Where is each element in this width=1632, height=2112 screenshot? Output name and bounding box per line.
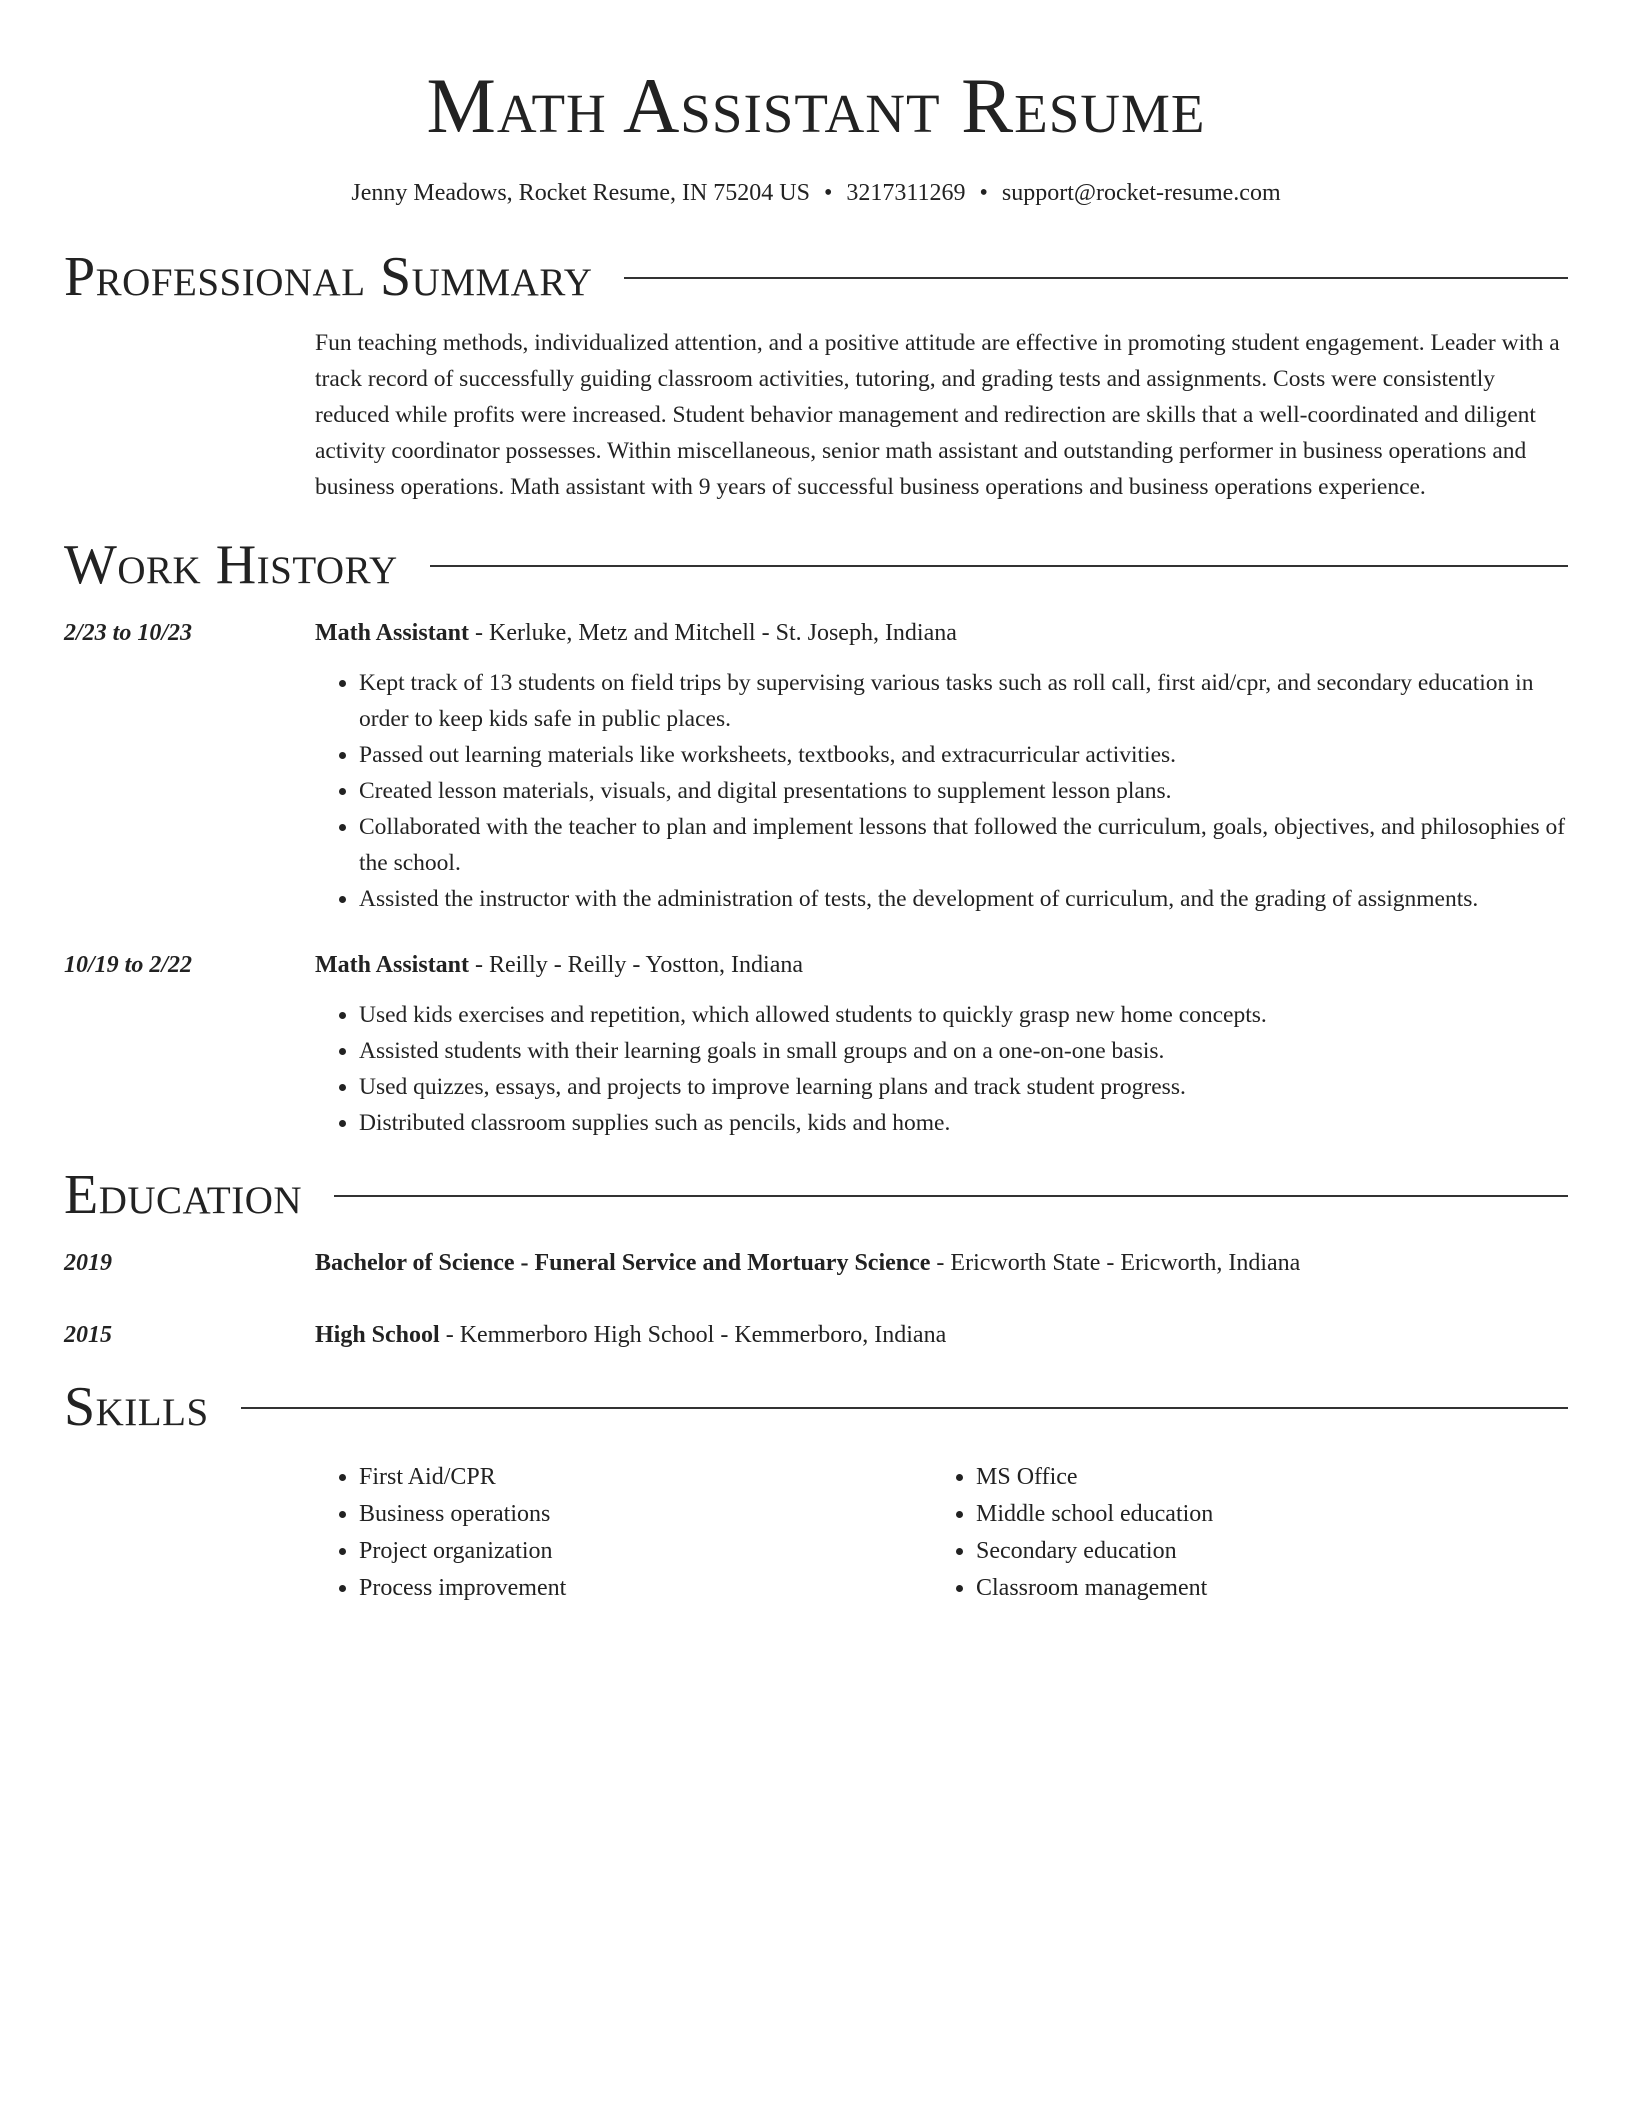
job-title: Math Assistant [315, 952, 470, 978]
job-bullet: • Passed out learning materials like worksheets, textbooks, and extracurricular activities. [359, 737, 1568, 773]
job-header [315, 947, 1568, 983]
skills-section-header [64, 1375, 1568, 1439]
section-divider [430, 565, 1568, 567]
job-bullet: • Distributed classroom supplies such as pencils, kids and home. [359, 1105, 1568, 1141]
education-year: 2015 [64, 1322, 112, 1348]
job-bullets [315, 665, 1568, 917]
education-entry [64, 1317, 1568, 1353]
contact-separator: • [824, 180, 833, 206]
job-bullet: • Used quizzes, essays, and projects to improve learning plans and track student progress. [359, 1069, 1568, 1105]
summary-heading: Professional Summary [64, 246, 593, 308]
skills-column-right [932, 1459, 1549, 1607]
job-entry [64, 947, 1568, 1141]
job-bullet: • Collaborated with the teacher to plan and implement lessons that followed the curriculum, goals, objectives, and philosophies of the school. [359, 809, 1568, 881]
skill-item: • Classroom management [976, 1570, 1549, 1607]
job-title: Math Assistant [315, 620, 470, 646]
contact-address: Jenny Meadows, Rocket Resume, IN 75204 US [351, 180, 810, 206]
education-details: - Ericworth State - Ericworth, Indiana [930, 1250, 1301, 1276]
job-bullets [315, 997, 1568, 1141]
education-degree: Bachelor of Science - Funeral Service and Mortuary Science [315, 1250, 931, 1276]
section-divider [334, 1195, 1568, 1197]
summary-section-header [64, 245, 1568, 309]
contact-phone: 3217311269 [846, 180, 966, 206]
skill-item: • Process improvement [359, 1570, 932, 1607]
job-details: - Kerluke, Metz and Mitchell - St. Joseph, Indiana [469, 620, 957, 646]
contact-separator: • [979, 180, 988, 206]
education-heading: Education [64, 1164, 303, 1226]
education-degree: High School [315, 1322, 440, 1348]
skills-list [315, 1459, 1568, 1607]
resume-page [64, 0, 1568, 1607]
section-divider [241, 1407, 1568, 1409]
job-bullet: • Assisted students with their learning goals in small groups and on a one-on-one basis. [359, 1033, 1568, 1069]
summary-text: Fun teaching methods, individualized attention, and a positive attitude are effective in promoting student engagement. Leader with a track record of successfully guiding classroom activities, tutoring, and grading tests and assignments. Costs were consistently reduced while profits were increased. Student behavior management and redirection are skills that a well-coordinated and diligent activity coordinator possesses. Within miscellaneous, senior math assistant and outstanding performer in business operations and business operations. Math assistant with 9 years of successful business operations and business operations experience. [315, 330, 1560, 500]
education-section-header [64, 1163, 1568, 1227]
job-bullet: • Assisted the instructor with the administration of tests, the development of curriculum, and the grading of assignments. [359, 881, 1568, 917]
job-dates: 2/23 to 10/23 [64, 620, 193, 646]
education-body [315, 1245, 1568, 1281]
skills-column-left [315, 1459, 932, 1607]
section-divider [624, 277, 1568, 279]
job-bullet: • Kept track of 13 students on field trips by supervising various tasks such as roll call, first aid/cpr, and secondary education in order to keep kids safe in public places. [359, 665, 1568, 737]
contact-email: support@rocket-resume.com [1001, 180, 1281, 206]
job-dates: 10/19 to 2/22 [64, 952, 193, 978]
job-body [315, 615, 1568, 917]
job-header [315, 615, 1568, 651]
education-year: 2019 [64, 1250, 112, 1276]
page-title: Math Assistant Resume [426, 62, 1206, 149]
contact-line [64, 178, 1568, 208]
education-entry [64, 1245, 1568, 1281]
skill-item: • Middle school education [976, 1496, 1549, 1533]
skill-item: • Project organization [359, 1533, 932, 1570]
job-bullet: • Used kids exercises and repetition, which allowed students to quickly grasp new home concepts. [359, 997, 1568, 1033]
skill-item: • First Aid/CPR [359, 1459, 932, 1496]
job-body [315, 947, 1568, 1141]
job-bullet: • Created lesson materials, visuals, and digital presentations to supplement lesson plans. [359, 773, 1568, 809]
skill-item: • MS Office [976, 1459, 1549, 1496]
skill-item: • Secondary education [976, 1533, 1549, 1570]
skill-item: • Business operations [359, 1496, 932, 1533]
work-section-header [64, 533, 1568, 597]
job-details: - Reilly - Reilly - Yostton, Indiana [469, 952, 804, 978]
job-entry [64, 615, 1568, 917]
work-heading: Work History [64, 534, 398, 596]
education-details: - Kemmerboro High School - Kemmerboro, Indiana [439, 1322, 947, 1348]
education-body [315, 1317, 1568, 1353]
skills-heading: Skills [64, 1376, 209, 1438]
